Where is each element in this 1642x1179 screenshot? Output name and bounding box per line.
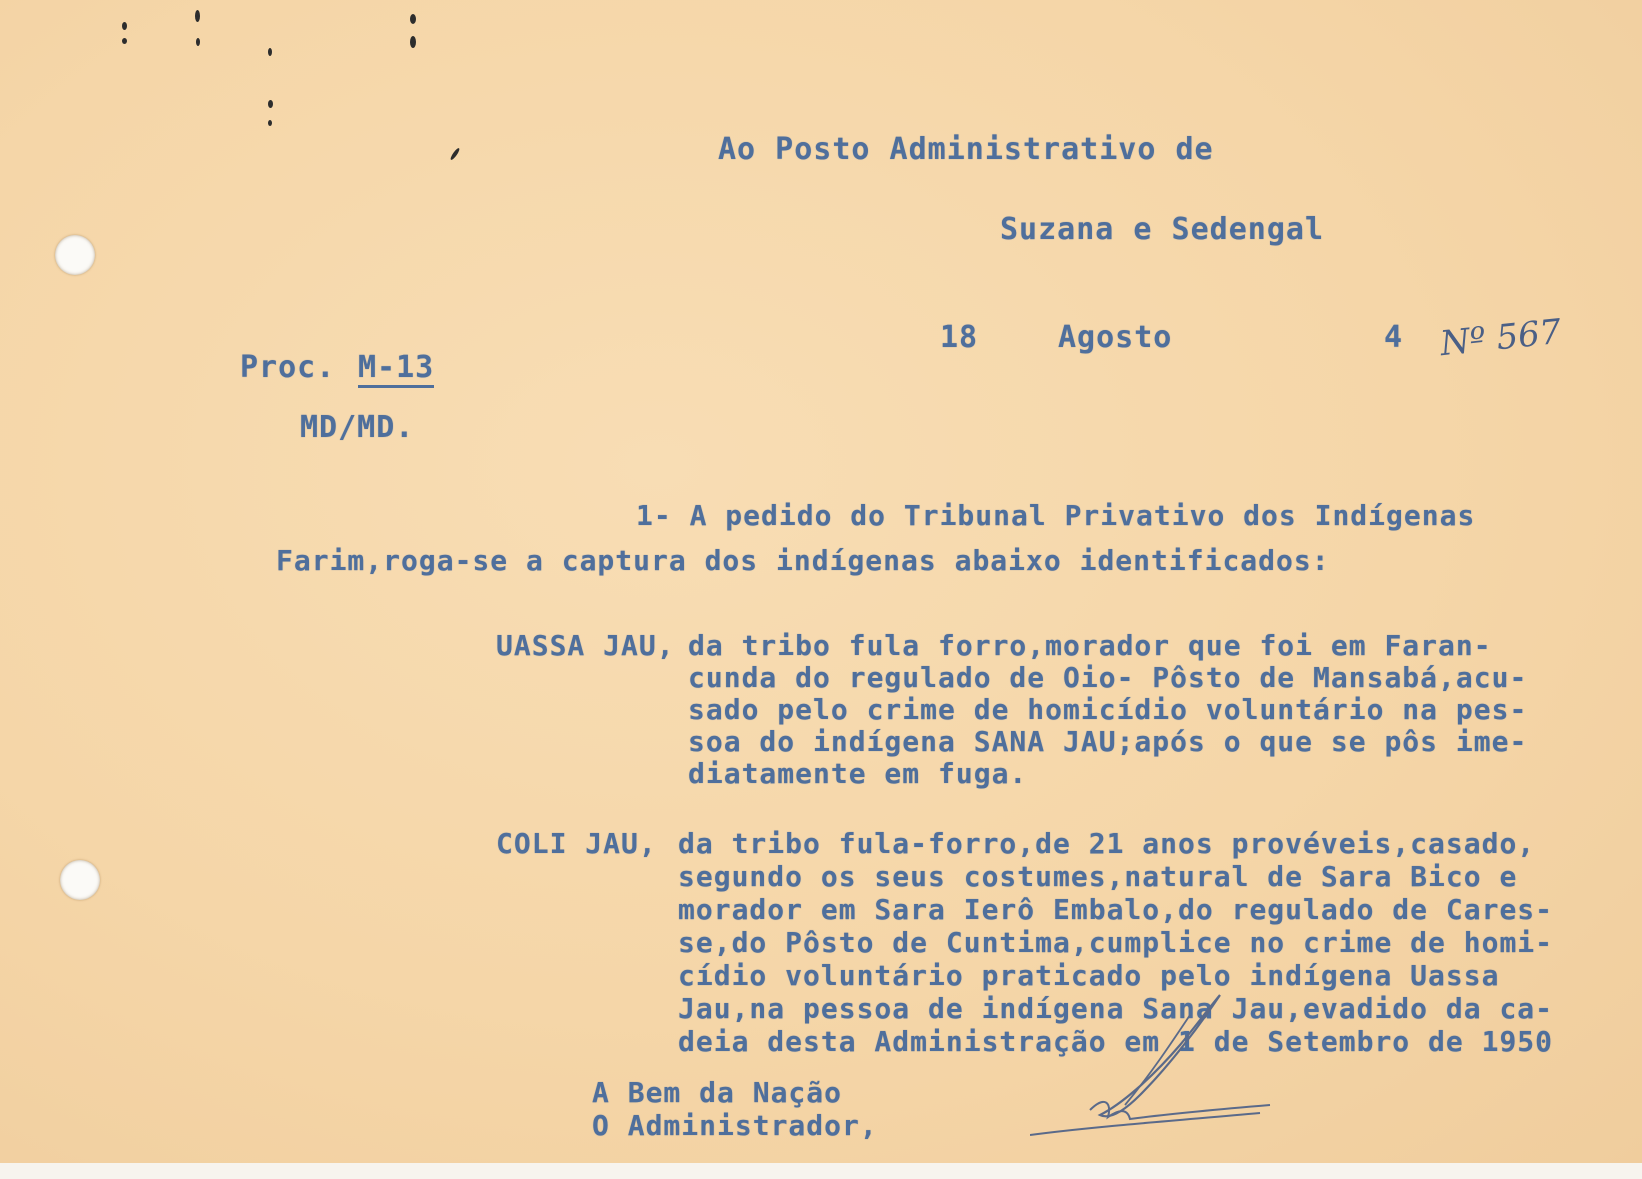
- recipient-line-2: Suzana e Sedengal: [1000, 212, 1325, 247]
- entry-line: sado pelo crime de homicídio voluntário na pes-: [688, 693, 1528, 726]
- staple-mark: [410, 36, 416, 48]
- entry-name: COLI JAU,: [496, 827, 657, 860]
- closing-line-2: O Administrador,: [592, 1109, 878, 1142]
- intro-line-1: 1- A pedido do Tribunal Privativo dos Indígenas: [636, 499, 1476, 532]
- entry-line: cunda do regulado de Oio- Pôsto de Mansabá,acu-: [688, 661, 1528, 694]
- date-day: 18: [940, 320, 979, 355]
- ink-mark: [449, 147, 460, 161]
- staple-mark: [196, 38, 200, 46]
- recipient-line-1: Ao Posto Administrativo de: [718, 132, 1214, 167]
- entry-line: segundo os seus costumes,natural de Sara Bico e: [678, 860, 1518, 893]
- entry-line: se,do Pôsto de Cuntima,cumplice no crime de homi-: [678, 926, 1554, 959]
- punch-hole: [60, 860, 100, 900]
- entry-line: da tribo fula-forro,de 21 anos provéveis,casado,: [678, 827, 1536, 860]
- staple-mark: [122, 38, 127, 44]
- closing-line-1: A Bem da Nação: [592, 1076, 843, 1109]
- entry-line: morador em Sara Ierô Embalo,do regulado de Cares-: [678, 893, 1554, 926]
- signature: [1030, 985, 1290, 1145]
- punch-hole: [55, 235, 95, 275]
- staple-mark: [268, 120, 272, 126]
- proc-label: Proc.: [240, 350, 336, 385]
- intro-line-2: Farim,roga-se a captura dos indígenas abaixo identificados:: [276, 544, 1330, 577]
- staple-mark: [410, 14, 416, 24]
- staple-mark: [195, 10, 200, 22]
- entry-line: da tribo fula forro,morador que foi em Faran-: [688, 629, 1492, 662]
- scan-border: [0, 1163, 1642, 1179]
- staple-mark: [268, 100, 273, 108]
- staple-mark: [122, 22, 127, 30]
- staple-mark: [268, 48, 272, 56]
- date-month: Agosto: [1058, 320, 1173, 355]
- entry-line: cídio voluntário praticado pelo indígena Uassa: [678, 959, 1500, 992]
- entry-line: Jau,na pessoa de indígena Sana Jau,evadido da ca-: [678, 992, 1554, 1025]
- entry-line: deia desta Administração em 1 de Setembro de 1950: [678, 1025, 1554, 1058]
- entry-name: UASSA JAU,: [496, 629, 675, 662]
- initials: MD/MD.: [300, 410, 415, 445]
- entry-line: diatamente em fuga.: [688, 757, 1028, 790]
- entry-line: soa do indígena SANA JAU;após o que se pôs ime-: [688, 725, 1528, 758]
- handwritten-number: Nº 567: [1438, 311, 1564, 365]
- date-year-fragment: 4: [1384, 320, 1404, 355]
- proc-code: M-13: [358, 350, 434, 388]
